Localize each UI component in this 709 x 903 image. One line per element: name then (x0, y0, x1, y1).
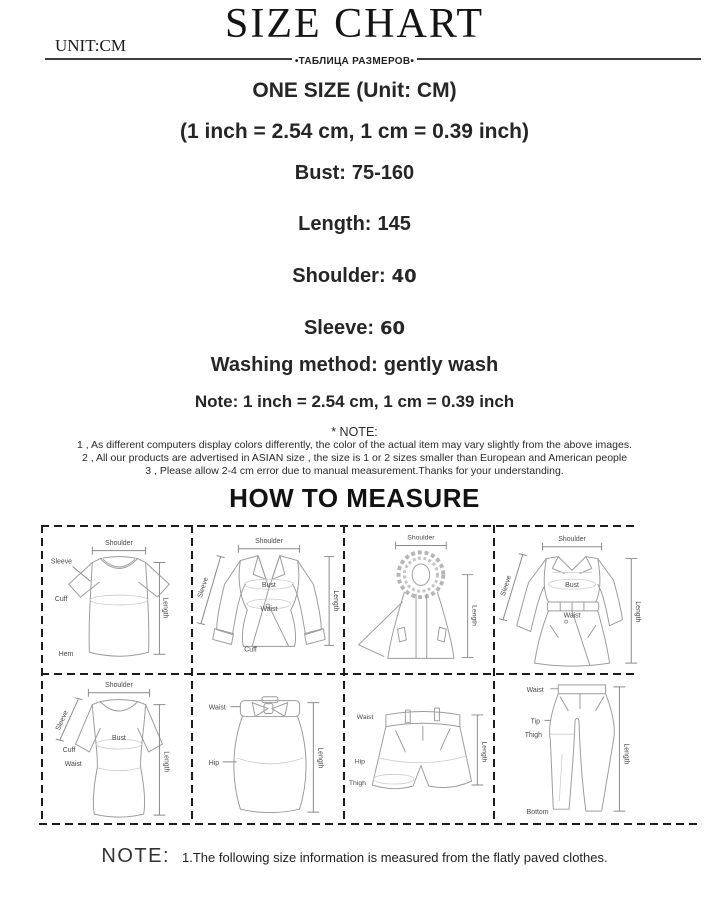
dress-length-label: Length (162, 751, 170, 773)
pants-thigh-label: Thigh (524, 732, 542, 740)
skirt-outline (234, 697, 306, 813)
blazer-waist-label: Waist (260, 605, 278, 613)
fur-parka-diagram (345, 527, 491, 673)
conversion-line: (1 inch = 2.54 cm, 1 cm = 0.39 inch) (179, 120, 529, 143)
footer-note (0, 845, 709, 868)
pants-waist-label: Waist (526, 686, 544, 694)
length-label: Length: (298, 213, 372, 235)
how-to-measure-title: HOW TO MEASURE (229, 483, 480, 513)
blazer-outline (213, 556, 325, 647)
blazer-length-label: Length (332, 590, 340, 612)
measurement-row-washing (0, 354, 709, 377)
parka-shoulder-label: Shoulder (407, 534, 435, 542)
shorts-waist-label: Waist (356, 713, 374, 721)
blazer-shoulder-label: Shoulder (255, 537, 283, 545)
header (0, 0, 709, 67)
dress-outline (76, 700, 163, 817)
measurement-list (0, 162, 709, 377)
pants-outline (550, 685, 615, 811)
tshirt-length-label: Length (161, 597, 169, 619)
t-shirt-diagram (43, 527, 191, 673)
dress-bust-label: Bust (112, 735, 126, 743)
pants-tip-label: Tip (530, 718, 540, 726)
trench-bust-label: Bust (565, 582, 579, 590)
shorts-thigh-label: Thigh (348, 780, 366, 788)
divider-label-wrap (0, 51, 709, 69)
sleeve-label: Sleeve: (303, 317, 374, 339)
blazer-sleeve-label: Sleeve (196, 576, 211, 599)
length-value: 145 (377, 213, 411, 235)
trench-shoulder-label: Shoulder (558, 535, 586, 543)
dress-waist-label: Waist (64, 760, 82, 768)
dress-diagram (43, 675, 191, 823)
blazer-diagram (193, 527, 341, 673)
skirt-diagram (193, 675, 341, 823)
diagram-cell-shorts (345, 675, 491, 823)
bust-value: 75-160 (351, 162, 415, 184)
shorts-length-label: Length (480, 741, 488, 763)
skirt-length-label: Length (316, 747, 324, 769)
skirt-hip-label: Hip (208, 759, 220, 767)
trench-coat-diagram (495, 527, 659, 673)
grid-line-bottom (39, 823, 701, 825)
notes-title: * NOTE: (331, 425, 378, 439)
one-size-heading: ONE SIZE (Unit: CM) (252, 79, 457, 102)
note-item-3: 3 , Please allow 2-4 cm error due to manual measurement.Thanks for your understanding. (145, 465, 564, 477)
shorts-hip-label: Hip (354, 758, 365, 766)
trench-length-label: Length (634, 601, 642, 623)
page-title: SIZE CHART (225, 1, 484, 47)
divider-label: •ТАБЛИЦА РАЗМЕРОВ• (292, 56, 417, 67)
t-shirt-outline (69, 557, 170, 657)
measure-grid (41, 525, 701, 825)
dress-shoulder-label: Shoulder (105, 681, 133, 689)
tshirt-hem-label: Hem (58, 651, 74, 659)
footer-note-label: NOTE: (101, 845, 171, 867)
diagram-cell-trench (495, 527, 659, 673)
unit-label: UNIT:CM (55, 36, 126, 55)
pants-bottom-label: Bottom (526, 809, 549, 817)
footer-note-text: 1.The following size information is measured from the flatly paved clothes. (182, 850, 608, 865)
trench-outline (517, 557, 623, 667)
dress-sleeve-label: Sleeve (54, 709, 70, 732)
trench-sleeve-label: Sleeve (499, 574, 514, 597)
diagram-cell-blazer (193, 527, 341, 673)
trench-waist-label: Waist (563, 612, 581, 620)
diagram-cell-parka (345, 527, 491, 673)
skirt-waist-label: Waist (208, 704, 226, 712)
shorts-outline (372, 708, 471, 789)
diagram-cell-dress (43, 675, 191, 823)
conversion-note: Note: 1 inch = 2.54 cm, 1 cm = 0.39 inch (194, 392, 515, 411)
measurement-row-bust (0, 162, 709, 185)
washing-label: Washing method: (210, 354, 378, 376)
note-item-2: 2 , All our products are advertised in ASIAN size , the size is 1 or 2 sizes smaller than European and American people (81, 452, 628, 464)
tshirt-cuff-label: Cuff (54, 595, 68, 603)
pants-length-label: Length (622, 743, 630, 765)
dress-cuff-label: Cuff (62, 746, 76, 754)
measurement-row-length (0, 213, 709, 236)
blazer-cuff-label: Cuff (244, 646, 257, 654)
shorts-diagram (345, 675, 491, 823)
tshirt-shoulder-label: Shoulder (105, 539, 133, 547)
pants-diagram (495, 675, 659, 823)
diagram-cell-tshirt (43, 527, 191, 673)
bust-label: Bust: (294, 162, 346, 184)
washing-value: gently wash (383, 354, 499, 376)
blazer-bust-label: Bust (262, 582, 276, 590)
sleeve-value: 60 (380, 318, 406, 339)
note-item-1: 1 , As different computers display colors differently, the color of the actual item may vary slightly from the above images. (76, 439, 632, 451)
measurement-row-shoulder (0, 265, 709, 288)
diagram-cell-skirt (193, 675, 341, 823)
tshirt-sleeve-label: Sleeve (50, 558, 72, 566)
measurement-row-sleeve (0, 317, 709, 340)
parka-length-label: Length (470, 605, 478, 626)
shoulder-label: Shoulder: (292, 265, 386, 287)
parka-outline (359, 564, 454, 658)
diagram-cell-pants (495, 675, 659, 823)
shoulder-value: 40 (391, 266, 417, 287)
